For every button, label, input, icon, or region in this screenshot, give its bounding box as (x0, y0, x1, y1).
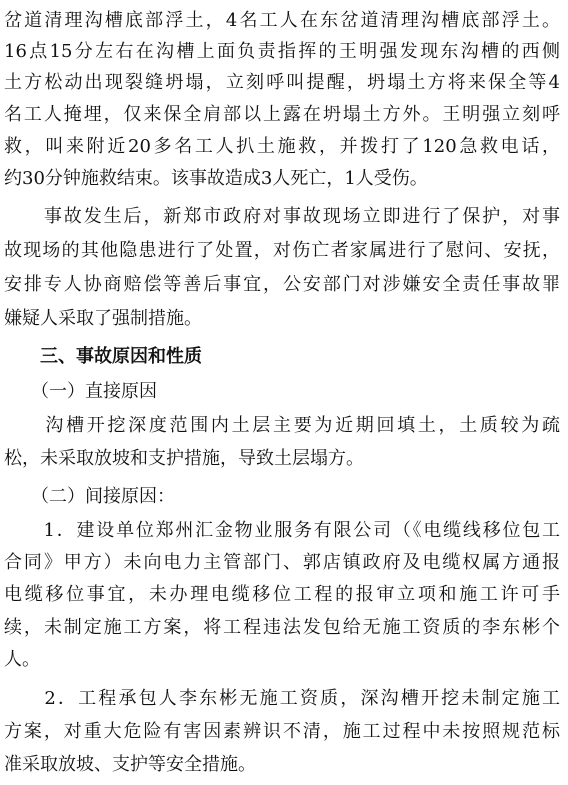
text-line: 方案，对重大危险有害因素辨识不清，施工过程中未按照规范标 (4, 721, 560, 742)
text-line: 故现场的其他隐患进行了处置，对伤亡者家属进行了慰问、安抚， (4, 240, 560, 261)
text-line: 合同》甲方）未向电力主管部门、郭店镇政府及电缆权属方通报 (4, 552, 560, 573)
text-line: 事故发生后，新郑市政府对事故现场立即进行了保护，对事 (4, 206, 560, 227)
text-line: 岔道清理沟槽底部浮土，4名工人在东岔道清理沟槽底部浮土。 (4, 10, 560, 31)
text-line: 人。 (4, 649, 40, 670)
text-line: 名工人掩埋，仅来保全肩部以上露在坍塌土方外。王明强立刻呼 (4, 104, 560, 125)
text-line: 16点15分左右在沟槽上面负责指挥的王明强发现东沟槽的西侧 (4, 41, 560, 62)
section-heading: 三、事故原因和性质 (4, 346, 202, 367)
subsection-heading: （一）直接原因 (4, 381, 157, 402)
text-line: 沟槽开挖深度范围内土层主要为近期回填土，土质较为疏 (4, 415, 560, 436)
text-line: 1．建设单位郑州汇金物业服务有限公司（《电缆线移位包工 (4, 520, 560, 541)
text-line: 2．工程承包人李东彬无施工资质，深沟槽开挖未制定施工 (4, 688, 560, 709)
text-line: 土方松动出现裂缝坍塌，立刻呼叫提醒，坍塌土方将来保全等4 (4, 72, 560, 93)
text-line: 安排专人协商赔偿等善后事宜，公安部门对涉嫌安全责任事故罪 (4, 274, 560, 295)
text-line: 救，叫来附近20多名工人扒土施救，并拨打了120急救电话， (4, 136, 560, 157)
text-line: 电缆移位事宜，未办理电缆移位工程的报审立项和施工许可手 (4, 584, 560, 605)
text-line: 约30分钟施救结束。该事故造成3人死亡，1人受伤。 (4, 168, 428, 189)
text-line: 松，未采取放坡和支护措施，导致土层塌方。 (4, 448, 364, 469)
text-line: 续，未制定施工方案，将工程违法发包给无施工资质的李东彬个 (4, 617, 560, 638)
text-line: 嫌疑人采取了强制措施。 (4, 308, 202, 329)
text-line: 准采取放坡、支护等安全措施。 (4, 754, 256, 775)
subsection-heading: （二）间接原因： (4, 486, 175, 507)
